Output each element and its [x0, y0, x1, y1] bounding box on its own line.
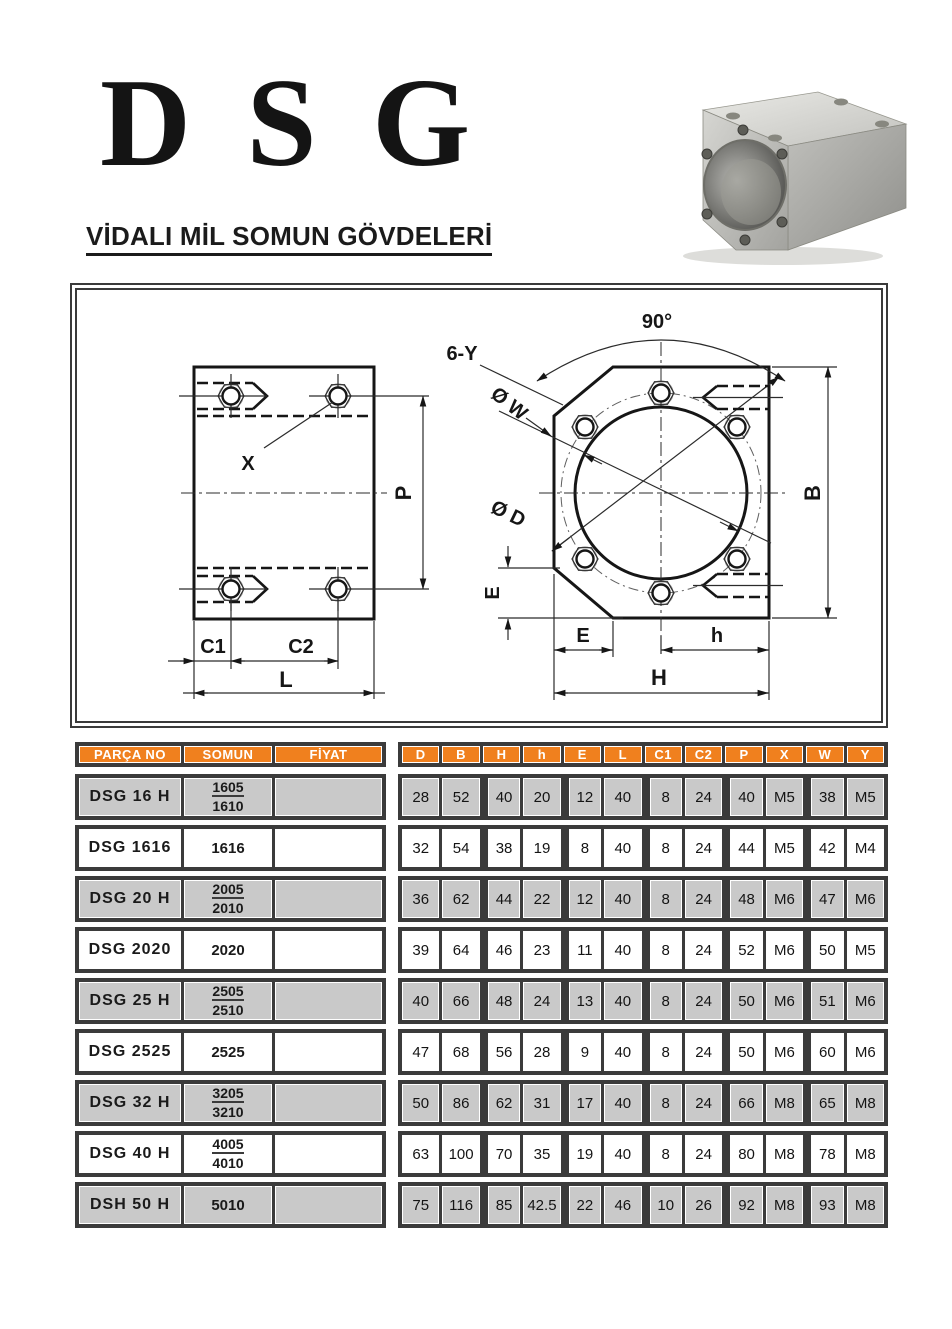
dim-cell-c2: 24: [685, 829, 722, 867]
dimensions-table-row: [398, 978, 888, 1024]
dim-cell-h: 40: [488, 778, 520, 816]
dim-cell-l: 40: [604, 829, 641, 867]
left-header-fiyat: FİYAT: [275, 746, 382, 763]
dim-cell-y: M8: [847, 1186, 884, 1224]
fiyat-cell: [275, 1033, 382, 1071]
front-view-drawing: [446, 311, 837, 700]
right-header-h: h: [523, 746, 560, 763]
fiyat-cell: [275, 982, 382, 1020]
page-subtitle: VİDALI MİL SOMUN GÖVDELERİ: [86, 221, 492, 256]
fiyat-cell: [275, 880, 382, 918]
dim-cell-e: 9: [569, 1033, 601, 1071]
dim-cell-h: 24: [523, 982, 560, 1020]
parts-table-row: [75, 978, 386, 1024]
parca-no-cell: DSG 2020: [79, 931, 181, 969]
dim-cell-l: 40: [604, 1084, 641, 1122]
dim-cell-x: M8: [766, 1186, 803, 1224]
right-header-x: X: [766, 746, 803, 763]
dim-cell-b: 66: [442, 982, 479, 1020]
somun-cell: 2020: [184, 931, 272, 969]
dim-cell-x: M6: [766, 1033, 803, 1071]
dim-cell-c1: 8: [650, 1135, 682, 1173]
parts-table-row: [75, 774, 386, 820]
somun-cell: [184, 778, 272, 816]
dim-cell-p: 92: [730, 1186, 762, 1224]
dim-cell-c2: 24: [685, 982, 722, 1020]
somun-value: 2010: [212, 900, 244, 916]
dim-cell-d: 32: [402, 829, 439, 867]
page-title: D S G: [100, 54, 483, 193]
technical-drawing-frame: [75, 288, 883, 723]
dim-cell-w: 65: [811, 1084, 843, 1122]
somun-value: 1610: [212, 798, 244, 814]
somun-value: 3210: [212, 1104, 244, 1120]
fiyat-cell: [275, 931, 382, 969]
dim-cell-w: 50: [811, 931, 843, 969]
dim-cell-p: 48: [730, 880, 762, 918]
dim-cell-h: 31: [523, 1084, 560, 1122]
dim-cell-h: 48: [488, 982, 520, 1020]
dim-label-b: B: [800, 485, 825, 501]
dim-cell-e: 8: [569, 829, 601, 867]
dimensions-table-row: [398, 1131, 888, 1177]
somun-value: 2510: [212, 1002, 244, 1018]
left-header-parca-no: PARÇA NO: [79, 746, 181, 763]
right-header-c2: C2: [685, 746, 722, 763]
technical-drawing-svg: [77, 290, 881, 721]
parts-table-row: [75, 1080, 386, 1126]
dim-cell-w: 60: [811, 1033, 843, 1071]
dim-label-w: Ø W: [486, 383, 532, 425]
dim-cell-l: 40: [604, 1033, 641, 1071]
dim-cell-y: M8: [847, 1084, 884, 1122]
right-header-b: B: [442, 746, 479, 763]
right-header-e: E: [564, 746, 601, 763]
dim-cell-h: 38: [488, 829, 520, 867]
dim-cell-w: 38: [811, 778, 843, 816]
dim-cell-h: 20: [523, 778, 560, 816]
parca-no-cell: DSG 16 H: [79, 778, 181, 816]
dim-label-c1: C1: [200, 636, 226, 658]
fiyat-cell: [275, 778, 382, 816]
dim-cell-w: 51: [811, 982, 843, 1020]
dim-cell-e: 19: [569, 1135, 601, 1173]
dim-cell-c2: 24: [685, 880, 722, 918]
dim-cell-p: 44: [730, 829, 762, 867]
dim-cell-y: M4: [847, 829, 884, 867]
dim-cell-b: 64: [442, 931, 479, 969]
dim-cell-c1: 10: [650, 1186, 682, 1224]
parts-table-row: [75, 927, 386, 973]
dim-cell-h: 46: [488, 931, 520, 969]
dim-cell-b: 62: [442, 880, 479, 918]
dim-cell-p: 66: [730, 1084, 762, 1122]
dim-cell-h: 23: [523, 931, 560, 969]
dim-cell-h: 19: [523, 829, 560, 867]
dim-cell-y: M5: [847, 778, 884, 816]
parca-no-cell: DSG 25 H: [79, 982, 181, 1020]
dim-cell-c1: 8: [650, 931, 682, 969]
dimensions-table-row: [398, 927, 888, 973]
dim-cell-d: 75: [402, 1186, 439, 1224]
dim-cell-x: M8: [766, 1084, 803, 1122]
dim-cell-c1: 8: [650, 880, 682, 918]
dimensions-table-header: [398, 742, 888, 767]
dim-cell-l: 40: [604, 778, 641, 816]
side-view-drawing: [168, 367, 429, 699]
dim-cell-d: 36: [402, 880, 439, 918]
dimensions-table-row: [398, 876, 888, 922]
technical-drawing: [70, 283, 888, 728]
right-header-p: P: [725, 746, 762, 763]
dim-cell-y: M8: [847, 1135, 884, 1173]
dim-cell-c1: 8: [650, 778, 682, 816]
dim-cell-e: 17: [569, 1084, 601, 1122]
dim-cell-h: 70: [488, 1135, 520, 1173]
dim-cell-d: 40: [402, 982, 439, 1020]
left-header-somun: SOMUN: [184, 746, 272, 763]
dim-cell-l: 40: [604, 880, 641, 918]
dim-cell-x: M6: [766, 931, 803, 969]
dim-cell-c2: 24: [685, 931, 722, 969]
dim-cell-b: 54: [442, 829, 479, 867]
dim-cell-b: 68: [442, 1033, 479, 1071]
dim-cell-b: 116: [442, 1186, 479, 1224]
dimensions-table-row: [398, 1080, 888, 1126]
somun-cell: 2525: [184, 1033, 272, 1071]
parts-table-row: [75, 1131, 386, 1177]
parca-no-cell: DSG 32 H: [79, 1084, 181, 1122]
parca-no-cell: DSG 2525: [79, 1033, 181, 1071]
dim-cell-x: M5: [766, 829, 803, 867]
dim-cell-e: 13: [569, 982, 601, 1020]
dim-cell-c1: 8: [650, 1084, 682, 1122]
dimensions-table-row: [398, 825, 888, 871]
right-header-c1: C1: [645, 746, 682, 763]
dim-label-c2: C2: [288, 636, 314, 658]
dim-cell-w: 93: [811, 1186, 843, 1224]
dim-cell-c2: 24: [685, 1135, 722, 1173]
parca-no-cell: DSG 20 H: [79, 880, 181, 918]
somun-cell: [184, 982, 272, 1020]
dim-cell-b: 52: [442, 778, 479, 816]
dim-cell-w: 47: [811, 880, 843, 918]
dim-cell-p: 50: [730, 982, 762, 1020]
dim-cell-e: 12: [569, 778, 601, 816]
somun-value: 2005: [212, 881, 244, 897]
dim-cell-d: 50: [402, 1084, 439, 1122]
fiyat-cell: [275, 1186, 382, 1224]
somun-cell: 5010: [184, 1186, 272, 1224]
somun-cell: [184, 1135, 272, 1173]
dim-label-6y: 6-Y: [446, 343, 478, 365]
product-photo-svg: [648, 80, 908, 268]
dim-cell-c2: 26: [685, 1186, 722, 1224]
fiyat-cell: [275, 829, 382, 867]
dim-cell-l: 40: [604, 931, 641, 969]
right-header-l: L: [604, 746, 641, 763]
somun-cell: 1616: [184, 829, 272, 867]
dim-cell-d: 63: [402, 1135, 439, 1173]
dim-cell-y: M6: [847, 1033, 884, 1071]
dim-cell-d: 39: [402, 931, 439, 969]
dimensions-table: [398, 742, 888, 1233]
dim-cell-c2: 24: [685, 1084, 722, 1122]
somun-cell: [184, 880, 272, 918]
dim-label-h-big: H: [651, 665, 667, 690]
dim-label-h-small: h: [710, 625, 724, 647]
dim-cell-w: 78: [811, 1135, 843, 1173]
somun-value: 1605: [212, 779, 244, 795]
dim-cell-l: 40: [604, 982, 641, 1020]
dim-cell-l: 40: [604, 1135, 641, 1173]
dim-label-d: Ø D: [487, 496, 529, 532]
dim-cell-d: 28: [402, 778, 439, 816]
dim-cell-e: 11: [569, 931, 601, 969]
dimensions-table-row: [398, 1182, 888, 1228]
parts-table-row: [75, 825, 386, 871]
parts-table-row: [75, 876, 386, 922]
parca-no-cell: DSG 40 H: [79, 1135, 181, 1173]
parca-no-cell: DSH 50 H: [79, 1186, 181, 1224]
dim-cell-c2: 24: [685, 1033, 722, 1071]
dim-label-l: L: [279, 667, 293, 692]
dim-cell-y: M6: [847, 880, 884, 918]
dim-cell-b: 100: [442, 1135, 479, 1173]
parts-table-row: [75, 1029, 386, 1075]
dim-cell-x: M6: [766, 982, 803, 1020]
dim-cell-c1: 8: [650, 982, 682, 1020]
dim-cell-h: 62: [488, 1084, 520, 1122]
dim-label-p: P: [391, 485, 416, 501]
dim-cell-w: 42: [811, 829, 843, 867]
dim-cell-h: 42.5: [523, 1186, 560, 1224]
dim-cell-c1: 8: [650, 1033, 682, 1071]
somun-value: 3205: [212, 1085, 244, 1101]
dim-cell-e: 22: [569, 1186, 601, 1224]
dim-cell-c2: 24: [685, 778, 722, 816]
fiyat-cell: [275, 1084, 382, 1122]
dimensions-table-row: [398, 1029, 888, 1075]
dim-cell-h: 22: [523, 880, 560, 918]
dim-cell-y: M6: [847, 982, 884, 1020]
somun-value: 4010: [212, 1155, 244, 1171]
dim-cell-h: 56: [488, 1033, 520, 1071]
right-header-y: Y: [847, 746, 884, 763]
right-header-d: D: [402, 746, 439, 763]
dim-cell-p: 50: [730, 1033, 762, 1071]
parts-table-row: [75, 1182, 386, 1228]
dim-cell-e: 12: [569, 880, 601, 918]
dim-cell-y: M5: [847, 931, 884, 969]
right-header-h: H: [483, 746, 520, 763]
dim-cell-h: 85: [488, 1186, 520, 1224]
somun-value: 4005: [212, 1136, 244, 1152]
dim-cell-p: 52: [730, 931, 762, 969]
dimensions-table-row: [398, 774, 888, 820]
dim-cell-x: M8: [766, 1135, 803, 1173]
dim-cell-x: M6: [766, 880, 803, 918]
dim-cell-x: M5: [766, 778, 803, 816]
dim-label-e-side: E: [482, 586, 504, 600]
dim-cell-d: 47: [402, 1033, 439, 1071]
dim-label-90deg: 90°: [641, 311, 673, 333]
dim-cell-b: 86: [442, 1084, 479, 1122]
dim-cell-c1: 8: [650, 829, 682, 867]
dim-cell-p: 80: [730, 1135, 762, 1173]
parts-table: [75, 742, 386, 1233]
dim-cell-h: 44: [488, 880, 520, 918]
parts-table-header: [75, 742, 386, 767]
somun-value: 2505: [212, 983, 244, 999]
dim-cell-h: 28: [523, 1033, 560, 1071]
right-header-w: W: [806, 746, 843, 763]
dim-cell-l: 46: [604, 1186, 641, 1224]
product-photo: [648, 80, 908, 268]
dim-cell-p: 40: [730, 778, 762, 816]
dim-label-x: X: [241, 453, 255, 475]
somun-cell: [184, 1084, 272, 1122]
dim-label-e-bottom: E: [576, 625, 590, 647]
parca-no-cell: DSG 1616: [79, 829, 181, 867]
dim-cell-h: 35: [523, 1135, 560, 1173]
fiyat-cell: [275, 1135, 382, 1173]
